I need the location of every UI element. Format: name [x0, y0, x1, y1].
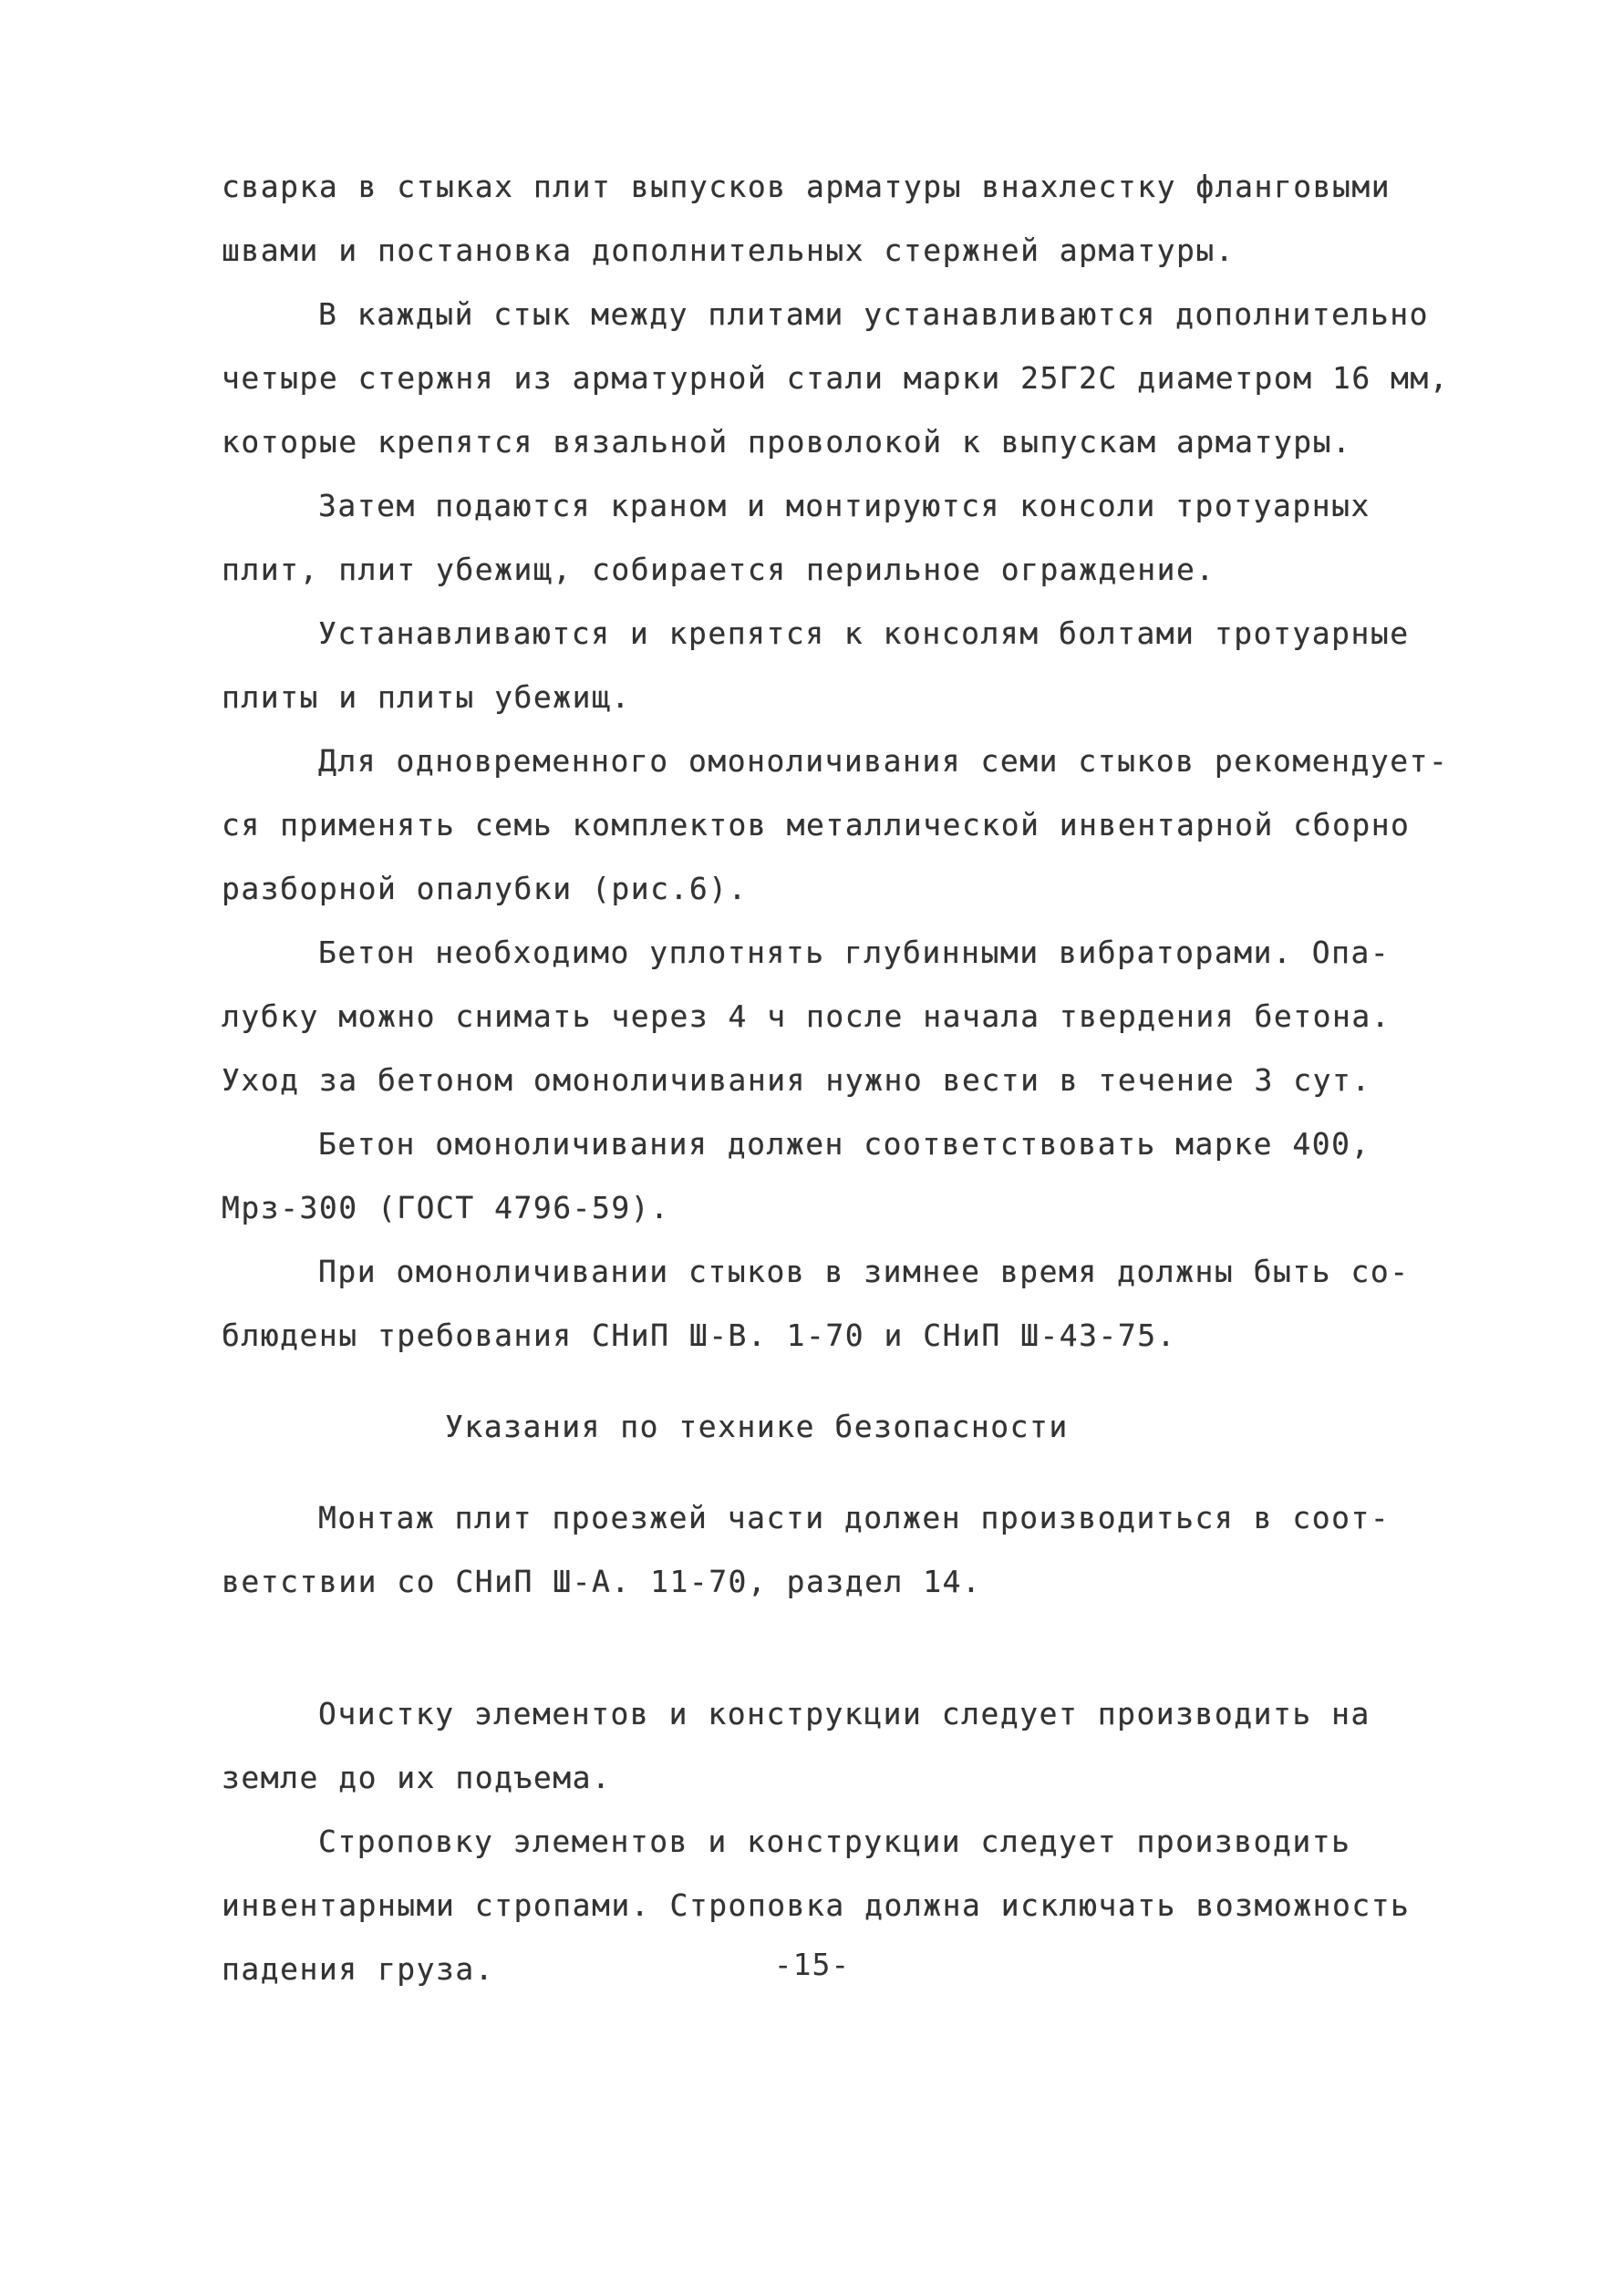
spacer	[222, 1459, 1407, 1486]
text-line: Бетон омоноличивания должен соответствовать марке 400,	[318, 1126, 1371, 1162]
text-line: В каждый стык между плитами устанавливаются дополнительно	[318, 296, 1429, 332]
text-line: инвентарными стропами. Строповка должна исключать возможность	[222, 1887, 1411, 1923]
section-heading: Указания по технике безопасности	[445, 1409, 1069, 1444]
text-line: которые крепятся вязальной проволокой к выпускам арматуры.	[222, 424, 1352, 460]
text-line: Для одновременного омоноличивания семи стыков рекомендует-	[318, 743, 1449, 779]
text-line: четыре стержня из арматурной стали марки 25Г2С диаметром 16 мм,	[222, 360, 1450, 396]
text-line: ветствии со СНиП Ш-А. 11-70, раздел 14.	[222, 1564, 982, 1599]
text-line: ся применять семь комплектов металлической инвентарной сборно	[222, 807, 1411, 842]
text-line: сварка в стыках плит выпусков арматуры внахлестку фланговыми	[222, 169, 1391, 204]
text-line: Затем подаются краном и монтируются консоли тротуарных	[318, 488, 1371, 523]
text-line: плит, плит убежищ, собирается перильное ограждение.	[222, 552, 1215, 587]
text-line: Монтаж плит проезжей части должен производиться в соот-	[318, 1500, 1391, 1535]
text-line: блюдены требования СНиП Ш-В. 1-70 и СНиП Ш-43-75.	[222, 1318, 1177, 1353]
text-line: швами и постановка дополнительных стержней арматуры.	[222, 233, 1236, 268]
text-line: Очистку элементов и конструкции следует производить на	[318, 1696, 1371, 1731]
text-line: Устанавливаются и крепятся к консолям болтами тротуарные	[318, 615, 1410, 651]
spacer	[222, 1368, 1407, 1395]
text-line: При омоноличивании стыков в зимнее время должны быть со-	[318, 1254, 1410, 1289]
document-body	[222, 155, 1450, 2001]
text-line: земле до их подъема.	[222, 1760, 612, 1795]
text-line: Уход за бетоном омоноличивания нужно вести в течение 3 сут.	[222, 1062, 1371, 1098]
text-line: лубку можно снимать через 4 ч после начала твердения бетона.	[222, 998, 1391, 1034]
text-line: падения груза.	[222, 1951, 495, 1987]
text-line: разборной опалубки (рис.6).	[222, 871, 748, 906]
text-line: Бетон необходимо уплотнять глубинными вибраторами. Опа-	[318, 935, 1391, 970]
text-line: Мрз-300 (ГОСТ 4796-59).	[222, 1190, 670, 1225]
text-line: Строповку элементов и конструкции следует производить	[318, 1824, 1351, 1859]
spacer	[222, 1614, 1407, 1682]
text-line: плиты и плиты убежищ.	[222, 679, 631, 715]
page-number: -15-	[773, 1947, 851, 1982]
